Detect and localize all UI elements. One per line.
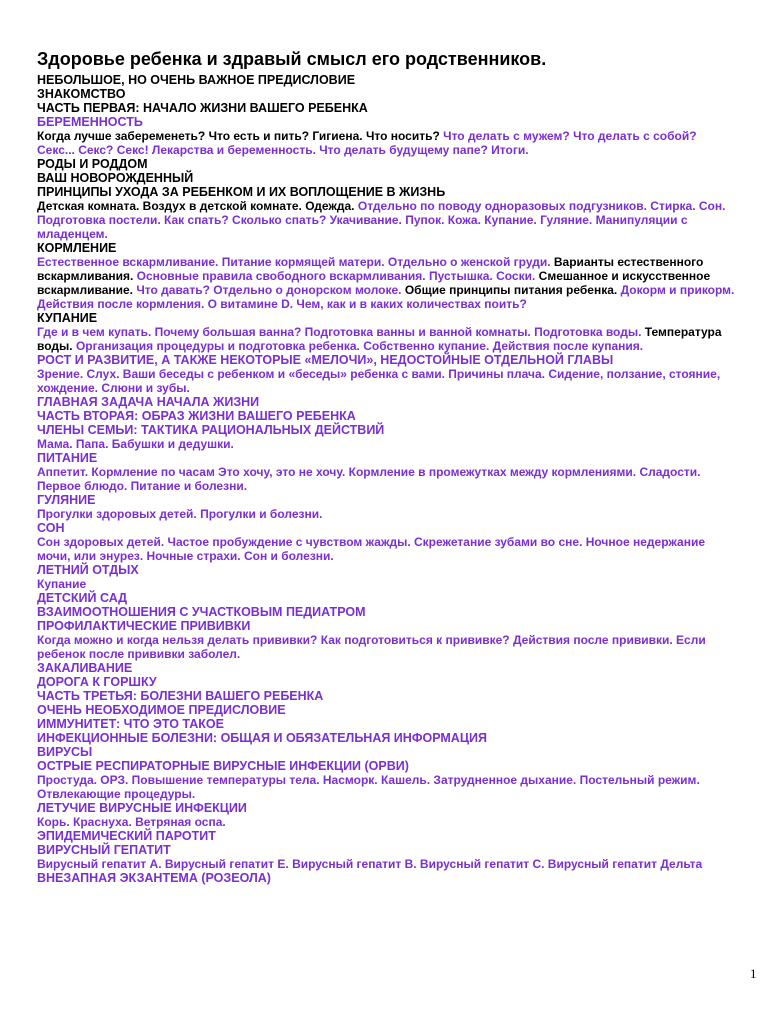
toc-text: Смешанное и искусственное вскармливание.: [37, 269, 711, 297]
toc-link[interactable]: Аппетит. Кормление по часам Это хочу, это не хочу. Кормление в промежутках между кормлениями. Сладости. Первое блюдо. Питание и болезни.: [37, 465, 701, 493]
toc-heading: РОДЫ И РОДДОМ: [37, 157, 148, 171]
toc-heading: КОРМЛЕНИЕ: [37, 241, 117, 255]
toc-link[interactable]: Организация процедуры и подготовка ребенка. Собственно купание. Действия после купания.: [75, 339, 644, 353]
toc-link[interactable]: Отдельно по поводу одноразовых подгузников. Стирка. Сон. Подготовка постели. Как спать? Сколько спать? Укачивание. Пупок. Кожа. Купание. Гуляние. Манипуляции с младенцем.: [37, 199, 726, 241]
toc-link[interactable]: ДОРОГА К ГОРШКУ: [37, 675, 157, 689]
toc-link[interactable]: Сон здоровых детей. Частое пробуждение с чувством жажды. Скрежетание зубами во сне. Ночное недержание мочи, или энурез. Ночные страхи. Сон и болезни.: [37, 535, 705, 563]
toc-heading: НЕБОЛЬШОЕ, НО ОЧЕНЬ ВАЖНОЕ ПРЕДИСЛОВИЕ: [37, 73, 356, 87]
toc-link[interactable]: Что делать с мужем? Что делать с собой? Секс... Секс? Секс! Лекарства и беременность. Что делать будущему папе? Итоги.: [37, 129, 697, 157]
toc-link[interactable]: ГУЛЯНИЕ: [37, 493, 96, 507]
toc-link[interactable]: ЭПИДЕМИЧЕСКИЙ ПАРОТИТ: [37, 829, 216, 843]
document-body: [37, 48, 737, 885]
toc-text: Температура воды.: [37, 325, 722, 353]
toc-link[interactable]: СОН: [37, 521, 65, 535]
toc-heading: ЧАСТЬ ПЕРВАЯ: НАЧАЛО ЖИЗНИ ВАШЕГО РЕБЕНКА: [37, 101, 368, 115]
toc-link[interactable]: ВИРУСЫ: [37, 745, 93, 759]
toc-link[interactable]: ЧАСТЬ ВТОРАЯ: ОБРАЗ ЖИЗНИ ВАШЕГО РЕБЕНКА: [37, 409, 356, 423]
toc-link[interactable]: ЗАКАЛИВАНИЕ: [37, 661, 133, 675]
toc-link[interactable]: ЛЕТУЧИЕ ВИРУСНЫЕ ИНФЕКЦИИ: [37, 801, 247, 815]
toc-paragraph: [37, 325, 737, 353]
toc-text: Общие принципы питания ребенка.: [404, 283, 621, 297]
toc-link[interactable]: БЕРЕМЕННОСТЬ: [37, 115, 143, 129]
toc-link[interactable]: ЛЕТНИЙ ОТДЫХ: [37, 563, 139, 577]
toc-link[interactable]: ДЕТСКИЙ САД: [37, 591, 128, 605]
toc-heading: КУПАНИЕ: [37, 311, 98, 325]
toc-text: Детская комната. Воздух в детской комнате. Одежда.: [37, 199, 358, 213]
toc-link[interactable]: ИНФЕКЦИОННЫЕ БОЛЕЗНИ: ОБЩАЯ И ОБЯЗАТЕЛЬНАЯ ИНФОРМАЦИЯ: [37, 731, 487, 745]
document-title: Здоровье ребенка и здравый смысл его родственников.: [37, 49, 547, 69]
toc-link[interactable]: ОЧЕНЬ НЕОБХОДИМОЕ ПРЕДИСЛОВИЕ: [37, 703, 286, 717]
toc-paragraph: [37, 199, 737, 241]
toc-heading: ВАШ НОВОРОЖДЕННЫЙ: [37, 171, 194, 185]
toc-paragraph: [37, 255, 737, 311]
toc-heading: ПРИНЦИПЫ УХОДА ЗА РЕБЕНКОМ И ИХ ВОПЛОЩЕНИЕ В ЖИЗНЬ: [37, 185, 446, 199]
toc-link[interactable]: РОСТ И РАЗВИТИЕ, А ТАКЖЕ НЕКОТОРЫЕ «МЕЛОЧИ», НЕДОСТОЙНЫЕ ОТДЕЛЬНОЙ ГЛАВЫ: [37, 353, 614, 367]
toc-link[interactable]: Вирусный гепатит A. Вирусный гепатит E. Вирусный гепатит B. Вирусный гепатит C. Вирусный гепатит Дельта: [37, 857, 703, 871]
toc-link[interactable]: ПИТАНИЕ: [37, 451, 98, 465]
toc-link[interactable]: ВИРУСНЫЙ ГЕПАТИТ: [37, 843, 171, 857]
page-number: 1: [750, 966, 757, 981]
toc-link[interactable]: ЧАСТЬ ТРЕТЬЯ: БОЛЕЗНИ ВАШЕГО РЕБЕНКА: [37, 689, 324, 703]
toc-link[interactable]: ВНЕЗАПНАЯ ЭКЗАНТЕМА (РОЗЕОЛА): [37, 871, 271, 885]
toc-link[interactable]: Докорм и прикорм. Действия после кормления. О витамине D. Чем, как и в каких количествах поить?: [37, 283, 735, 311]
toc-link[interactable]: Что давать? Отдельно о донорском молоке.: [136, 283, 405, 297]
toc-text: Варианты естественного вскармливания.: [37, 255, 704, 283]
toc-link[interactable]: ОСТРЫЕ РЕСПИРАТОРНЫЕ ВИРУСНЫЕ ИНФЕКЦИИ (ОРВИ): [37, 759, 409, 773]
toc-link[interactable]: Простуда. ОРЗ. Повышение температуры тела. Насморк. Кашель. Затрудненное дыхание. Постельный режим. Отвлекающие процедуры.: [37, 773, 700, 801]
toc-link[interactable]: Купание: [37, 577, 87, 591]
toc-link[interactable]: Мама. Папа. Бабушки и дедушки.: [37, 437, 234, 451]
toc-link[interactable]: ЧЛЕНЫ СЕМЬИ: ТАКТИКА РАЦИОНАЛЬНЫХ ДЕЙСТВИЙ: [37, 423, 385, 437]
toc-link[interactable]: Прогулки здоровых детей. Прогулки и болезни.: [37, 507, 323, 521]
toc-link[interactable]: Корь. Краснуха. Ветряная оспа.: [37, 815, 226, 829]
toc-link[interactable]: ИММУНИТЕТ: ЧТО ЭТО ТАКОЕ: [37, 717, 224, 731]
toc-link[interactable]: ГЛАВНАЯ ЗАДАЧА НАЧАЛА ЖИЗНИ: [37, 395, 260, 409]
toc-link[interactable]: ВЗАИМООТНОШЕНИЯ С УЧАСТКОВЫМ ПЕДИАТРОМ: [37, 605, 366, 619]
toc-link[interactable]: Естественное вскармливание. Питание кормящей матери. Отдельно о женской груди.: [37, 255, 554, 269]
toc-heading: ЗНАКОМСТВО: [37, 87, 126, 101]
toc-text: Когда лучше забеременеть? Что есть и пить? Гигиена. Что носить?: [37, 129, 444, 143]
toc-link[interactable]: ПРОФИЛАКТИЧЕСКИЕ ПРИВИВКИ: [37, 619, 251, 633]
toc-paragraph: [37, 129, 737, 157]
toc-link[interactable]: Основные правила свободного вскармливания. Пустышка. Соски.: [136, 269, 539, 283]
toc-link[interactable]: Когда можно и когда нельзя делать прививки? Как подготовиться к прививке? Действия после прививки. Если ребенок после прививки заболел.: [37, 633, 706, 661]
toc-link[interactable]: Зрение. Слух. Ваши беседы с ребенком и «беседы» ребенка с вами. Причины плача. Сидение, ползание, стояние, хождение. Слюни и зубы.: [37, 367, 721, 395]
toc-link[interactable]: Где и в чем купать. Почему большая ванна? Подготовка ванны и ванной комнаты. Подготовка воды.: [37, 325, 645, 339]
